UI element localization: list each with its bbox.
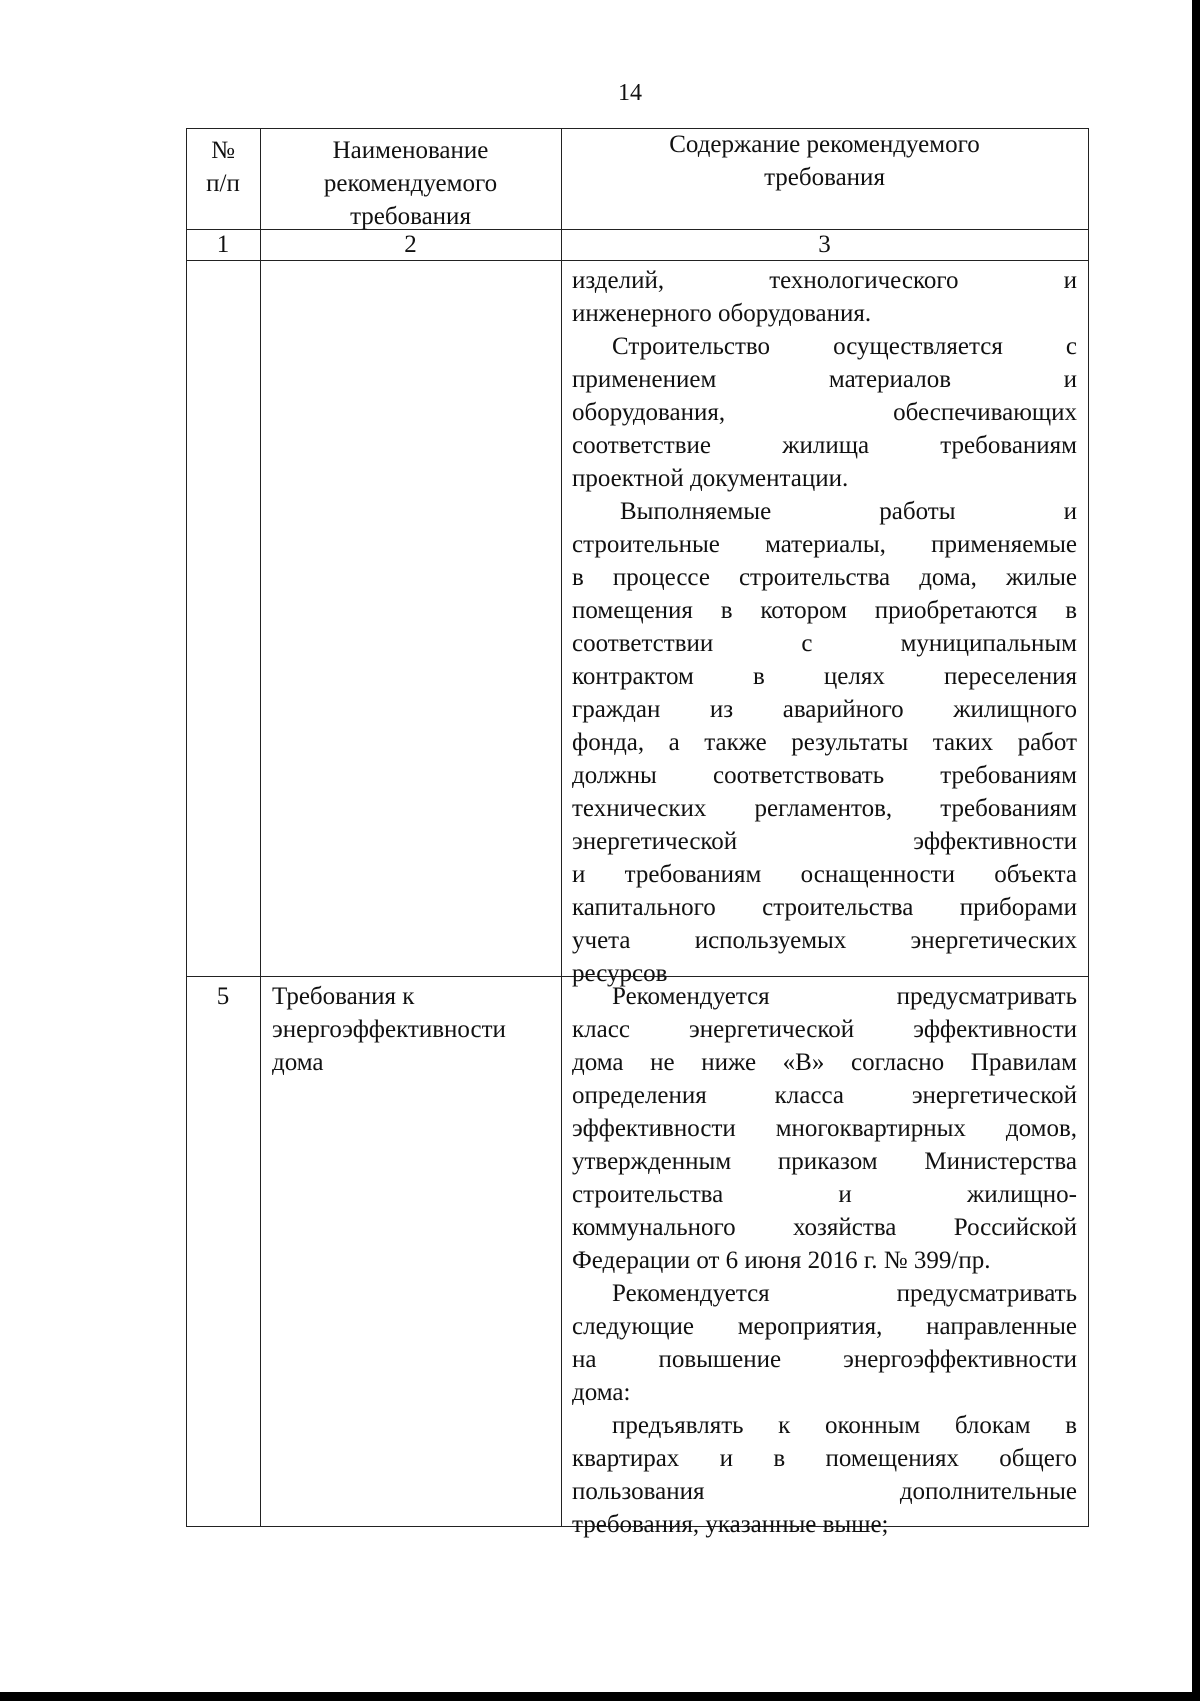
column-number-2: 2 <box>404 231 417 258</box>
row5-number: 5 <box>216 983 230 1010</box>
text-line: проектной документации. <box>572 465 849 492</box>
text-line: учета используемых энергетических <box>572 927 1077 954</box>
text-line: ресурсов <box>572 960 668 987</box>
header-name: Наименование рекомендуемого требования <box>323 137 498 230</box>
text-line: технических регламентов, требованиям <box>572 795 1077 822</box>
text-line: Рекомендуется предусматривать <box>612 1280 1077 1307</box>
table-border-left <box>186 128 187 1527</box>
column-divider-2 <box>561 128 562 1527</box>
text-line: следующие мероприятия, направленные <box>572 1313 1077 1340</box>
text-line: утвержденным приказом Министерства <box>572 1148 1077 1175</box>
text-line: коммунального хозяйства Российской <box>572 1214 1077 1241</box>
text-line: инженерного оборудования. <box>572 300 872 327</box>
text-line: Строительство осуществляется с <box>612 333 1077 360</box>
header-content: Содержание рекомендуемого требования <box>669 131 980 191</box>
text-line: дома не ниже «B» согласно Правилам <box>572 1049 1077 1076</box>
text-line: в процессе строительства дома, жилые <box>572 564 1077 591</box>
text-line: на повышение энергоэффективности <box>572 1346 1077 1373</box>
text-line: оборудования, обеспечивающих <box>572 399 1077 426</box>
text-line: помещения в котором приобретаются в <box>572 597 1077 624</box>
text-line: контрактом в целях переселения <box>572 663 1077 690</box>
text-line: Выполняемые работы и <box>620 498 1077 525</box>
table-border-right <box>1088 128 1089 1527</box>
page-number: 14 <box>618 80 642 106</box>
text-line: пользования дополнительные <box>572 1478 1077 1505</box>
text-line: эффективности многоквартирных домов, <box>572 1115 1077 1142</box>
column-number-1: 1 <box>216 231 230 258</box>
text-line: строительные материалы, применяемые <box>572 531 1077 558</box>
text-line: предъявлять к оконным блокам в <box>612 1412 1077 1439</box>
scan-border-bottom <box>0 1692 1200 1701</box>
text-line: и требованиям оснащенности объекта <box>572 861 1077 888</box>
continued-content <box>572 264 1077 990</box>
text-line: Рекомендуется предусматривать <box>612 983 1077 1010</box>
text-line: строительства и жилищно- <box>572 1181 1077 1208</box>
text-line: Федерации от 6 июня 2016 г. № 399/пр. <box>572 1247 991 1274</box>
text-line: граждан из аварийного жилищного <box>572 696 1077 723</box>
text-line: соответствии с муниципальным <box>572 630 1077 657</box>
text-line: должны соответствовать требованиям <box>572 762 1077 789</box>
requirements-table <box>186 128 1089 1538</box>
text-line: определения класса энергетической <box>572 1082 1077 1109</box>
text-line: применением материалов и <box>572 366 1077 393</box>
row5-content <box>572 980 1077 1541</box>
text-line: капитального строительства приборами <box>572 894 1077 921</box>
text-line: соответствие жилища требованиям <box>572 432 1077 459</box>
text-line: изделий, технологического и <box>572 267 1077 294</box>
column-number-3: 3 <box>818 231 831 258</box>
text-line: энергетической эффективности <box>572 828 1077 855</box>
text-line: класс энергетической эффективности <box>572 1016 1077 1043</box>
scan-border-right <box>1192 0 1200 1701</box>
header-number: № п/п <box>206 137 240 197</box>
column-divider-1 <box>260 128 261 1527</box>
text-line: фонда, а также результаты таких работ <box>572 729 1077 756</box>
row5-name: Требования к энергоэффективности дома <box>272 983 506 1076</box>
text-line: требования, указанные выше; <box>572 1511 889 1538</box>
text-line: дома: <box>572 1379 631 1406</box>
text-line: квартирах и в помещениях общего <box>572 1445 1077 1472</box>
